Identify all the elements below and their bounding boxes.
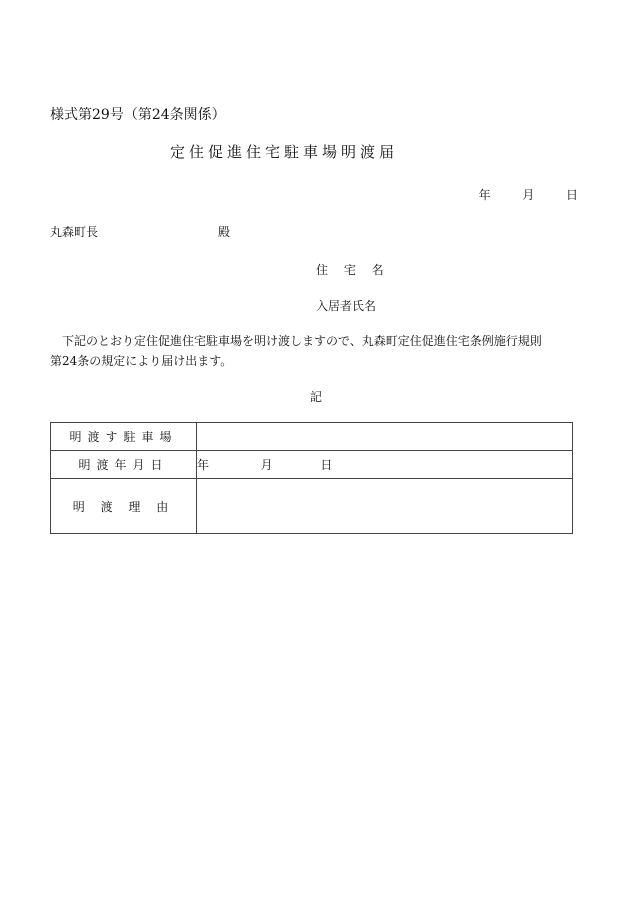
- ki-heading: 記: [310, 390, 323, 404]
- table-row: [51, 451, 573, 479]
- table-row: [51, 479, 573, 534]
- vacate-year-label: 年: [197, 458, 210, 472]
- table-row: [51, 423, 573, 451]
- form-number: 様式第29号（第24条関係）: [50, 107, 226, 123]
- house-name-label: 住 宅 名: [316, 263, 390, 277]
- vacate-reason-label: 明 渡 理 由: [51, 479, 197, 534]
- vacate-reason-field[interactable]: [197, 479, 573, 534]
- parking-label: 明渡す駐車場: [51, 423, 197, 451]
- vacate-date-label: 明渡年月日: [51, 451, 197, 479]
- honorific: 殿: [218, 225, 231, 239]
- date-month-label: 月: [522, 188, 535, 202]
- body-line-1: 下記のとおり定住促進住宅駐車場を明け渡しますので、丸森町定住促進住宅条例施行規則: [62, 334, 542, 348]
- vacate-date-field[interactable]: [197, 451, 573, 479]
- vacate-month-label: 月: [260, 458, 273, 472]
- details-table: [50, 422, 573, 534]
- body-line-2: 第24条の規定により届け出ます。: [50, 354, 233, 368]
- date-day-label: 日: [565, 188, 578, 202]
- body-text: [50, 331, 570, 371]
- submission-date: [479, 186, 578, 203]
- parking-field[interactable]: [197, 423, 573, 451]
- date-year-label: 年: [478, 188, 491, 202]
- vacate-day-label: 日: [320, 458, 333, 472]
- occupant-name-label: 入居者氏名: [316, 299, 377, 313]
- document-title: 定住促進住宅駐車場明渡届: [170, 143, 399, 161]
- recipient: 丸森町長: [50, 225, 99, 239]
